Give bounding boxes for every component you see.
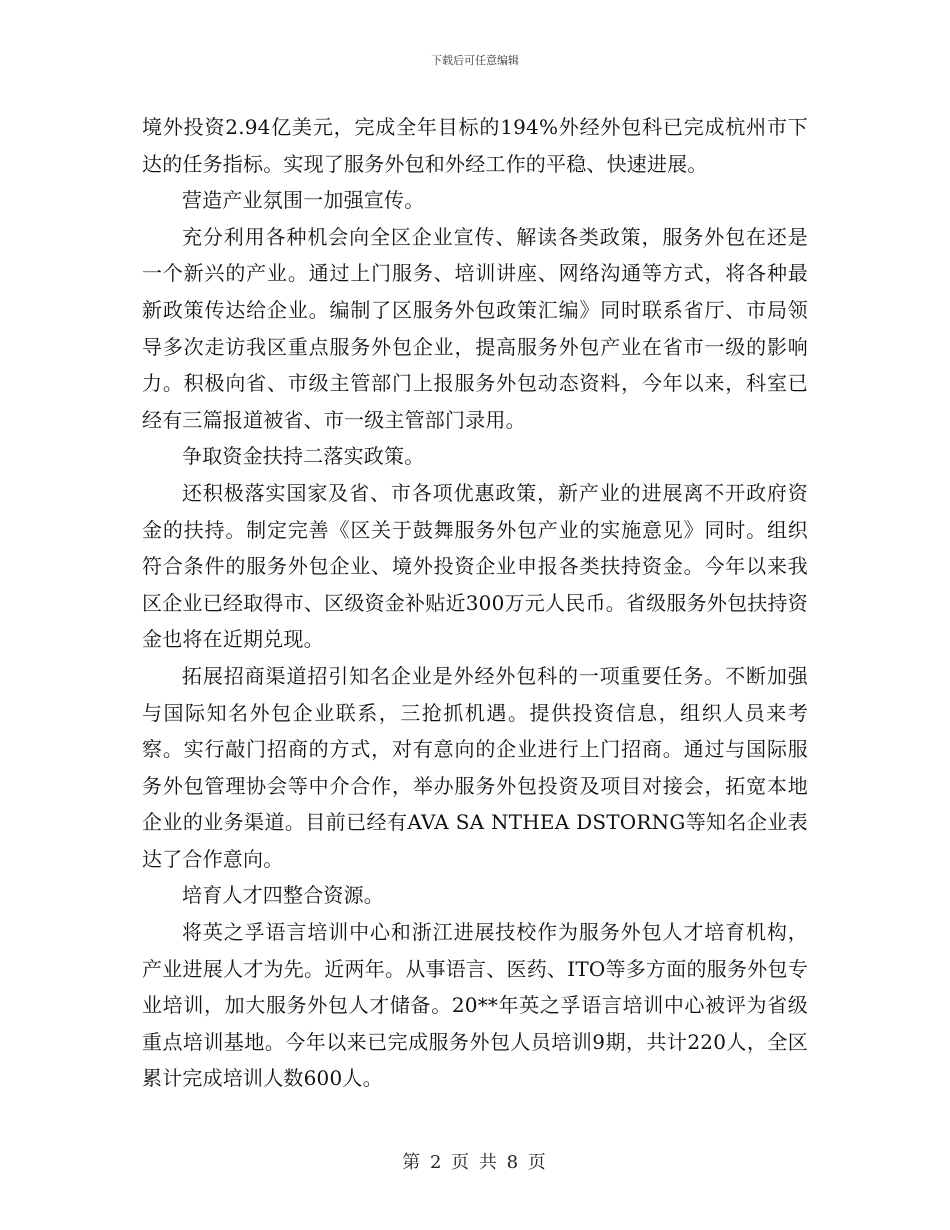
section-heading: 营造产业氛围一加强宣传。 — [182, 188, 425, 213]
paragraph: 拓展招商渠道招引知名企业是外经外包科的一项重要任务。不断加强与国际知名外包企业联系，三抢抓机遇。提供投资信息，组织人员来考察。实行敲门招商的方式，对有意向的企业进行上门招商。通过与国际服务外包管理协会等中介合作，举办服务外包投资及项目对接会，拓宽本地企业的业务渠道。目前已经有AVA SA NTHEA DSTORNG等知名企业表达了合作意向。 — [142, 663, 808, 871]
page-header: 下载后可任意编辑 — [431, 54, 519, 67]
paragraph: 境外投资2.94亿美元，完成全年目标的194%外经外包科已完成杭州市下达的任务指标。实现了服务外包和外经工作的平稳、快速进展。 — [142, 115, 808, 176]
section-heading: 争取资金扶持二落实政策。 — [182, 444, 425, 469]
document-body — [142, 109, 808, 1097]
paragraph: 还积极落实国家及省、市各项优惠政策，新产业的进展离不开政府资金的扶持。制定完善《区关于鼓舞服务外包产业的实施意见》同时。组织符合条件的服务外包企业、境外投资企业申报各类扶持资金。今年以来我区企业已经取得市、区级资金补贴近300万元人民币。省级服务外包扶持资金也将在近期兑现。 — [142, 480, 808, 652]
page-number: 第 2 页 共 8 页 — [402, 1152, 548, 1173]
paragraph: 将英之孚语言培训中心和浙江进展技校作为服务外包人才培育机构，产业进展人才为先。近两年。从事语言、医药、ITO等多方面的服务外包专业培训，加大服务外包人才储备。20**年英之孚语言培训中心被评为省级重点培训基地。今年以来已完成服务外包人员培训9期，共计220人，全区累计完成培训人数600人。 — [142, 920, 808, 1091]
paragraph: 充分利用各种机会向全区企业宣传、解读各类政策，服务外包在还是一个新兴的产业。通过上门服务、培训讲座、网络沟通等方式，将各种最新政策传达给企业。编制了区服务外包政策汇编》同时联系省厅、市局领导多次走访我区重点服务外包企业，提高服务外包产业在省市一级的影响力。积极向省、市级主管部门上报服务外包动态资料，今年以来，科室已经有三篇报道被省、市一级主管部门录用。 — [142, 224, 808, 432]
section-heading: 培育人才四整合资源。 — [182, 883, 384, 908]
